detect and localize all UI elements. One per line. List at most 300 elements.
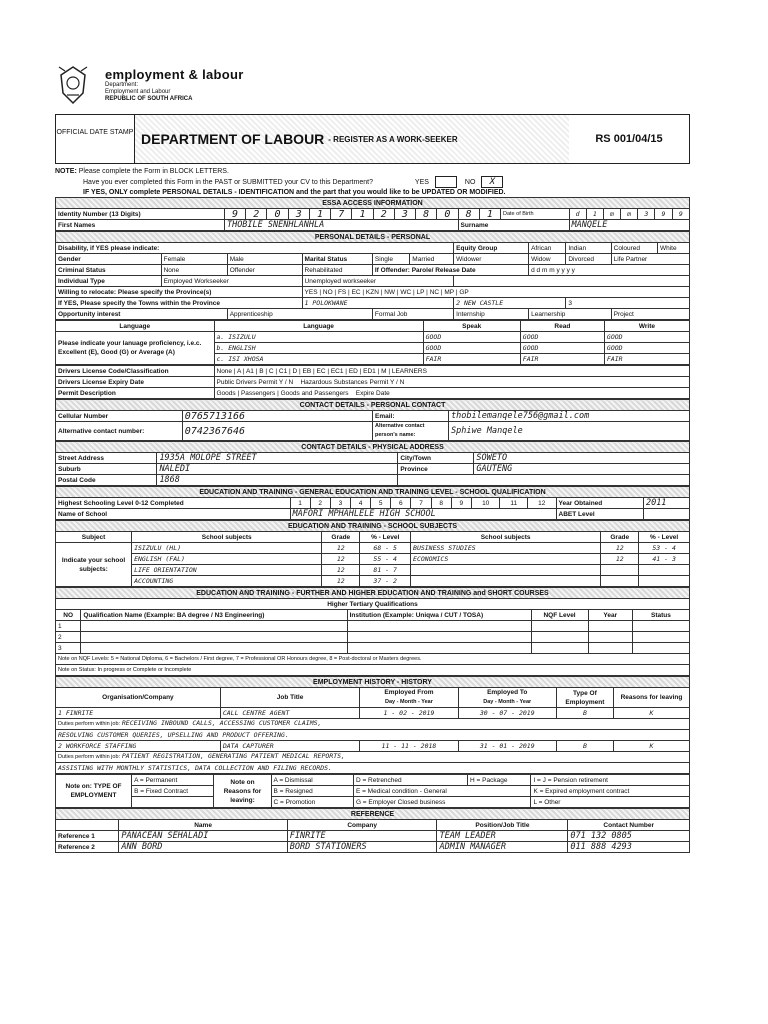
id-digit[interactable]: 1 [309, 209, 330, 220]
reference-contact[interactable]: 071 132 0805 [568, 831, 690, 842]
reason-j-text: J = Pension retirement [542, 776, 608, 784]
duties-line[interactable]: RESOLVING CUSTOMER QUERIES, UPSELLING AND PRODUCT OFFERING. [56, 730, 690, 741]
id-digit[interactable]: 3 [288, 209, 309, 220]
institution-field[interactable] [347, 621, 531, 632]
suburb-field[interactable]: NALEDI [157, 464, 398, 475]
status-field[interactable] [632, 632, 689, 643]
subject-grade[interactable] [601, 565, 639, 576]
reason-b: B = Resigned [271, 786, 353, 797]
job-type[interactable]: B [556, 708, 613, 719]
level-option[interactable]: 12 [527, 498, 556, 509]
abet-label: ABET Level [556, 509, 643, 520]
reference-company[interactable]: BORD STATIONERS [287, 842, 437, 853]
blank-cell [454, 276, 690, 287]
nqf-field[interactable] [531, 621, 588, 632]
surname-field[interactable]: MANQELE [569, 220, 689, 231]
language-speak[interactable]: GOOD [423, 332, 520, 343]
reason-c: C = Promotion [271, 797, 353, 808]
opportunity-option[interactable]: Internship [454, 309, 529, 320]
opportunity-option[interactable]: Project [611, 309, 689, 320]
subject-level[interactable] [639, 576, 690, 587]
department-line2: Employment and Labour [105, 89, 171, 95]
opportunity-option[interactable]: Apprenticeship [227, 309, 372, 320]
note-line2: Have you ever completed this Form in the PAST or SUBMITTED your CV to this Department? [83, 178, 373, 186]
marital-option[interactable]: Divorced [566, 254, 611, 265]
reason-note-label: Note on Reasons for leaving: [214, 775, 271, 808]
qualification-field[interactable] [81, 632, 347, 643]
reference-position[interactable]: TEAM LEADER [437, 831, 568, 842]
ref-name-col-header: Name [119, 820, 287, 831]
note-line1: Please complete the Form in BLOCK LETTERS. [78, 168, 229, 175]
department-line3: REPUBLIC OF SOUTH AFRICA [105, 96, 193, 102]
province-option: LP [416, 288, 425, 296]
dob-digit[interactable]: 1 [586, 209, 603, 220]
level-option[interactable]: 8 [431, 498, 451, 509]
equity-option[interactable]: Indian [566, 243, 611, 254]
subject-name[interactable]: LIFE ORIENTATION [132, 565, 322, 576]
marital-option[interactable]: Life Partner [611, 254, 689, 265]
city-label: City/Town [398, 453, 474, 464]
id-digit[interactable]: 9 [224, 209, 245, 220]
language-name[interactable]: c. ISI XHOSA [214, 354, 423, 365]
contact-heading: CONTACT DETAILS - PERSONAL CONTACT [56, 400, 690, 411]
year-field[interactable] [588, 621, 632, 632]
id-digit[interactable]: 0 [437, 209, 458, 220]
qualification-field[interactable] [81, 621, 347, 632]
towns-label: If YES, Please specify the Towns within the Province [56, 298, 303, 309]
form-title [135, 115, 569, 163]
subject-level[interactable] [639, 565, 690, 576]
grade-col-header: Grade [322, 532, 360, 543]
status-note: Note on Status: In progress or Complete or Incomplete [56, 665, 690, 676]
gender-option[interactable]: Female [161, 254, 227, 265]
date-cell: d [536, 266, 541, 274]
year-col-header: Year [588, 610, 632, 621]
reason-d: D = Retrenched [353, 775, 467, 786]
language-write[interactable]: GOOD [604, 343, 689, 354]
no-col-header: NO [56, 610, 81, 621]
language-read[interactable]: FAIR [520, 354, 604, 365]
job-title[interactable]: DATA CAPTURER [220, 741, 359, 752]
ref-company-col-header: Company [287, 820, 437, 831]
equity-option[interactable]: African [529, 243, 566, 254]
education-heading: EDUCATION AND TRAINING - GENERAL EDUCATION AND TRAINING LEVEL - SCHOOL QUALIFICATION [56, 487, 690, 498]
date-cell: m [541, 266, 548, 274]
higher-subheading: Higher Tertiary Qualifications [56, 599, 690, 610]
contact-table [55, 399, 690, 441]
no-label: NO [464, 178, 476, 186]
institution-col-header: Institution (Example: Uniqwa / CUT / TOSA) [347, 610, 531, 621]
reason-g: G = Employer Closed business [353, 797, 531, 808]
reason-e: E = Medical condition - General [353, 786, 531, 797]
town-2-field[interactable]: 2 NEW CASTLE [454, 298, 566, 309]
subject-level[interactable]: 55 - 4 [360, 554, 411, 565]
alt-number-label: Alternative contact number: [56, 422, 183, 441]
job-from[interactable]: 1 - 02 - 2019 [360, 708, 458, 719]
gender-label: Gender [56, 254, 162, 265]
id-digit[interactable]: 2 [246, 209, 267, 220]
marital-option[interactable]: Widower [454, 254, 529, 265]
subject-level[interactable]: 68 - 5 [360, 543, 411, 554]
status-field[interactable] [632, 643, 689, 654]
subject-grade[interactable]: 12 [322, 543, 360, 554]
subject-name[interactable]: BUSINESS STUDIES [411, 543, 601, 554]
year-obtained-field[interactable]: 2011 [643, 498, 689, 509]
cell-field[interactable]: 0765713166 [182, 411, 372, 422]
province-option: EC [351, 288, 361, 296]
province-option: YES [304, 288, 318, 296]
nqf-field[interactable] [531, 643, 588, 654]
license-code: D [292, 367, 298, 375]
postal-field[interactable]: 1868 [157, 475, 398, 486]
date-cell: y [561, 266, 565, 274]
id-digit[interactable]: 7 [331, 209, 352, 220]
province-option: NO [322, 288, 333, 296]
form-notes [55, 167, 690, 197]
pdp-y: Y [278, 378, 284, 386]
education-table [55, 486, 690, 520]
gender-option[interactable]: Male [227, 254, 302, 265]
reference-name[interactable]: ANN BORD [119, 842, 287, 853]
hazard-label: Hazardous Substances Permit [300, 378, 389, 386]
subject-name[interactable]: ISIZULU (HL) [132, 543, 322, 554]
higher-education-table [55, 587, 690, 676]
id-digit[interactable]: 2 [373, 209, 394, 220]
offender-date-label: If Offender: Parole/ Release Date [372, 265, 528, 276]
work-seeker-form [55, 62, 690, 853]
institution-field[interactable] [347, 643, 531, 654]
province-label: Province [398, 464, 474, 475]
equity-option[interactable]: White [657, 243, 689, 254]
offender-date-cells[interactable] [529, 265, 690, 276]
province-option: FS [337, 288, 347, 296]
criminal-option[interactable]: Rehabilitated [302, 265, 372, 276]
language-read[interactable]: GOOD [520, 343, 604, 354]
individual-type-label: Individual Type [56, 276, 162, 287]
date-cell: m [549, 266, 555, 274]
reason-a: A = Dismissal [271, 775, 353, 786]
reference-heading: REFERENCE [56, 809, 690, 820]
date-cell: y [556, 266, 560, 274]
subject-grade[interactable]: 12 [601, 554, 639, 565]
duties-label: Duties perform within job: [58, 721, 121, 727]
dob-digit[interactable]: d [569, 209, 586, 220]
to-label: Employed To [487, 689, 528, 696]
form-title-main: DEPARTMENT OF LABOUR [141, 131, 325, 147]
subject-grade[interactable]: 12 [322, 565, 360, 576]
qualification-row-no: 3 [56, 643, 81, 654]
id-digit[interactable]: 1 [479, 209, 500, 220]
permit-options[interactable]: Goods | Passengers | Goods and Passengers Expire Date [214, 388, 690, 399]
date-cell: y [566, 266, 570, 274]
id-digit[interactable]: 8 [458, 209, 479, 220]
note-label: NOTE: [55, 168, 77, 175]
disability-label: Disability, if YES please indicate: [56, 243, 454, 254]
language-name[interactable]: b. ENGLISH [214, 343, 423, 354]
job-reason[interactable]: K [613, 741, 689, 752]
department-header [55, 62, 690, 108]
cell-label: Cellular Number [56, 411, 183, 422]
dob-digit[interactable]: 9 [655, 209, 672, 220]
language-speak[interactable]: GOOD [423, 343, 520, 354]
job-title-col-header: Job Title [220, 688, 359, 708]
subject-name[interactable]: ENGLISH (FAL) [132, 554, 322, 565]
personal-details-table [55, 231, 690, 320]
organisation-col-header: Organisation/Company [56, 688, 221, 708]
duties-line: RECEIVING INBOUND CALLS, ACCESSING CUSTOMER CLAIMS, [121, 719, 322, 727]
address-heading: CONTACT DETAILS - PHYSICAL ADDRESS [56, 442, 690, 453]
province-option: WC [400, 288, 412, 296]
dob-digit[interactable]: m [621, 209, 638, 220]
level-option[interactable]: 9 [451, 498, 471, 509]
indicate-subjects-label: Indicate your school subjects: [56, 543, 132, 587]
individual-option[interactable]: Employed Workseeker [161, 276, 302, 287]
subject-level[interactable]: 41 - 3 [639, 554, 690, 565]
town-1-field[interactable]: 1 POLOKWANE [302, 298, 454, 309]
pdp-label: Public Drivers Permit [216, 378, 278, 386]
language-col-header-2: Language [214, 321, 423, 332]
id-digit[interactable]: 8 [416, 209, 437, 220]
town-3-field[interactable]: 3 [566, 298, 690, 309]
subject-level[interactable]: 53 - 4 [639, 543, 690, 554]
reference-contact[interactable]: 011 888 4293 [568, 842, 690, 853]
postal-label: Postal Code [56, 475, 157, 486]
language-read[interactable]: GOOD [520, 332, 604, 343]
opportunity-label: Opportunity interest [56, 309, 228, 320]
license-permits[interactable]: Public Drivers Permit Y / N Hazardous Substances Permit Y / N [214, 377, 690, 388]
permit-description-label: Permit Description [56, 388, 215, 399]
subject-grade[interactable]: 12 [322, 576, 360, 587]
subject-name[interactable]: ECONOMICS [411, 554, 601, 565]
date-cell: d [531, 266, 535, 274]
job-organisation[interactable]: 2 WORKFORCE STAFFING [56, 741, 221, 752]
province-option: NW [384, 288, 396, 296]
level-option[interactable]: 7 [411, 498, 431, 509]
type-note-label: Note on: TYPE OF EMPLOYMENT [56, 775, 132, 808]
permit-option: Goods [216, 389, 236, 397]
equity-option[interactable]: Coloured [611, 243, 657, 254]
essa-table [55, 197, 690, 231]
license-code: B [259, 367, 264, 375]
license-code: M [381, 367, 387, 375]
subject-name[interactable]: ACCOUNTING [132, 576, 322, 587]
license-code-label: Drivers License Code/Classification [56, 366, 215, 377]
province-option: KZN [365, 288, 379, 296]
license-expiry-label: Drivers License Expiry Date [56, 377, 215, 388]
level-option[interactable]: 2 [310, 498, 330, 509]
reference-company[interactable]: FINRITE [287, 831, 437, 842]
reference-name[interactable]: PANACEAN SEHALADI [119, 831, 287, 842]
job-duties[interactable] [56, 719, 690, 730]
hazard-n: N [399, 378, 405, 386]
province-options[interactable]: YES | NO | FS | EC | KZN | NW | WC | LP | NC | MP | GP [302, 287, 689, 298]
license-code: A1 [245, 367, 254, 375]
subject-level[interactable]: 37 - 2 [360, 576, 411, 587]
language-write[interactable]: GOOD [604, 332, 689, 343]
grade-col-header-2: Grade [601, 532, 639, 543]
language-speak[interactable]: FAIR [423, 354, 520, 365]
alt-person-label: Alternative contact person's name: [372, 422, 448, 441]
marital-option[interactable]: Widow [529, 254, 566, 265]
equity-label: Equity Group [454, 243, 529, 254]
job-from[interactable]: 11 - 11 - 2018 [360, 741, 458, 752]
province-option: MP [444, 288, 455, 296]
level-option[interactable]: 11 [500, 498, 527, 509]
pdp-n: N [288, 378, 294, 386]
license-code: EC [316, 367, 326, 375]
first-names-field[interactable]: THOBILE SNENHLANHLA [224, 220, 458, 231]
surname-label: Surname [458, 220, 569, 231]
id-digit[interactable]: 1 [352, 209, 373, 220]
dob-digit[interactable]: 9 [672, 209, 689, 220]
job-to[interactable]: 31 - 01 - 2019 [458, 741, 556, 752]
date-cell: y [571, 266, 575, 274]
criminal-option[interactable]: None [161, 265, 227, 276]
subject-name[interactable] [411, 565, 601, 576]
opportunity-option[interactable]: Learnership [529, 309, 612, 320]
essa-heading: ESSA ACCESS INFORMATION [56, 198, 690, 209]
license-codes[interactable]: None | A | A1 | B | C | C1 | D | EB | EC | EC1 | ED | ED1 | M | LEARNERS [214, 366, 690, 377]
license-code: C [268, 367, 274, 375]
subject-name[interactable] [411, 576, 601, 587]
license-code: ED [348, 367, 358, 375]
license-code: LEARNERS [391, 367, 427, 375]
job-organisation[interactable]: 1 FINRITE [56, 708, 221, 719]
subject-level[interactable]: 81 - 7 [360, 565, 411, 576]
province-option: GP [459, 288, 469, 296]
year-field[interactable] [588, 643, 632, 654]
yes-label: YES [414, 178, 429, 186]
subject-col-header: Subject [56, 532, 132, 543]
abet-field[interactable] [643, 509, 689, 520]
reference-position[interactable]: ADMIN MANAGER [437, 842, 568, 853]
coat-of-arms-icon [55, 65, 91, 105]
city-field[interactable]: SOWETO [474, 453, 690, 464]
subject-grade[interactable]: 12 [322, 554, 360, 565]
yes-checkbox[interactable] [435, 176, 457, 188]
job-type[interactable]: B [556, 741, 613, 752]
marital-option[interactable]: Single [372, 254, 409, 265]
reason-l: L = Other [531, 797, 690, 808]
language-write[interactable]: FAIR [604, 354, 689, 365]
type-a: A = Permanent [132, 775, 214, 786]
dob-digit[interactable]: 3 [638, 209, 655, 220]
institution-field[interactable] [347, 632, 531, 643]
level-option[interactable]: 10 [471, 498, 500, 509]
license-table [55, 365, 690, 399]
street-field[interactable]: 1935A MOLOPE STREET [157, 453, 398, 464]
personal-heading: PERSONAL DETAILS - PERSONAL [56, 232, 690, 243]
province-field[interactable]: GAUTENG [474, 464, 690, 475]
street-label: Street Address [56, 453, 157, 464]
criminal-option[interactable]: Offender [227, 265, 302, 276]
license-code: ED1 [363, 367, 376, 375]
department-line1: Department: [105, 82, 139, 88]
expire-date-label: Expire Date [355, 389, 390, 397]
nqf-col-header: NQF Level [531, 610, 588, 621]
qualification-row-no: 1 [56, 621, 81, 632]
department-name: employment & labour [105, 67, 244, 82]
duties-line[interactable]: ASSISTING WITH MONTHLY STATISTICS, DATA COLLECTION AND FILING RECORDS. [56, 763, 690, 774]
dob-label: Date of Birth [501, 209, 570, 220]
dob-digit[interactable]: m [603, 209, 620, 220]
job-title[interactable]: CALL CENTRE AGENT [220, 708, 359, 719]
from-label: Employed From [384, 689, 434, 696]
note-line3: IF YES, ONLY complete PERSONAL DETAILS - IDENTIFICATION and the part that you would like to be UPDATED OR MODIFIED. [83, 189, 506, 196]
level-option[interactable]: 1 [290, 498, 310, 509]
job-reason[interactable]: K [613, 708, 689, 719]
opportunity-option[interactable]: Formal Job [372, 309, 453, 320]
permit-option: Passengers [240, 389, 276, 397]
alt-person-field[interactable]: Sphiwe Manqele [449, 422, 690, 441]
license-code: A [237, 367, 241, 375]
suburb-label: Suburb [56, 464, 157, 475]
ref-contact-col-header: Contact Number [568, 820, 690, 831]
year-obtained-label: Year Obtained [556, 498, 643, 509]
level-option[interactable]: 6 [391, 498, 411, 509]
job-to[interactable]: 30 - 07 - 2019 [458, 708, 556, 719]
province-option: NC [429, 288, 440, 296]
qualification-field[interactable] [81, 643, 347, 654]
highest-level-label: Highest Schooling Level 0-12 Completed [56, 498, 291, 509]
relocate-label: Willing to relocate: Please specify the Province(s) [56, 287, 303, 298]
reference-table [55, 808, 690, 853]
id-digit[interactable]: 0 [267, 209, 288, 220]
school-name-field[interactable]: MAFORI MPHAHLELE HIGH SCHOOL [290, 509, 556, 520]
language-name[interactable]: a. ISIZULU [214, 332, 423, 343]
language-table [55, 320, 690, 365]
no-checkbox[interactable]: X [481, 176, 503, 188]
qualification-col-header: Qualification Name (Example: BA degree / N3 Engineering) [81, 610, 347, 621]
title-bar [55, 114, 690, 164]
hazard-y: Y [389, 378, 395, 386]
type-col-header: Type Of Employment [556, 688, 613, 708]
official-date-stamp: OFFICIAL DATE STAMP [56, 115, 135, 163]
speak-col-header: Speak [423, 321, 520, 332]
ref-position-col-header: Position/Job Title [437, 820, 568, 831]
year-field[interactable] [588, 632, 632, 643]
individual-option[interactable]: Unemployed workseeker [302, 276, 454, 287]
reason-k: K = Expired employment contract [531, 786, 690, 797]
marital-option[interactable]: Married [410, 254, 454, 265]
nqf-field[interactable] [531, 632, 588, 643]
reference-label: Reference 1 [56, 831, 119, 842]
duties-line: PATIENT REGISTRATION, GENERATING PATIENT MEDICAL REPORTS, [121, 752, 345, 760]
status-col-header: Status [632, 610, 689, 621]
higher-heading: EDUCATION AND TRAINING - FURTHER AND HIGHER EDUCATION AND TRAINING and SHORT COURSES [56, 588, 690, 599]
form-reference: RS 001/04/15 [595, 133, 663, 145]
subject-grade[interactable]: 12 [601, 543, 639, 554]
email-label: Email: [372, 411, 448, 422]
school-subjects-col-header-2: School subjects [411, 532, 601, 543]
job-duties[interactable] [56, 752, 690, 763]
status-field[interactable] [632, 621, 689, 632]
criminal-label: Criminal Status [56, 265, 162, 276]
license-code: None [216, 367, 233, 375]
level-option[interactable]: 5 [371, 498, 391, 509]
write-col-header: Write [604, 321, 689, 332]
level-option[interactable]: 3 [330, 498, 350, 509]
email-field[interactable]: thobilemanqele756@gmail.com [449, 411, 690, 422]
alt-number-field[interactable]: 0742367646 [182, 422, 372, 441]
license-code: EC1 [330, 367, 344, 375]
language-col-header: Language [56, 321, 215, 332]
blank-cell [56, 820, 119, 831]
level-option[interactable]: 4 [350, 498, 370, 509]
id-digit[interactable]: 3 [394, 209, 415, 220]
blank-cell [398, 475, 690, 486]
subject-grade[interactable] [601, 576, 639, 587]
